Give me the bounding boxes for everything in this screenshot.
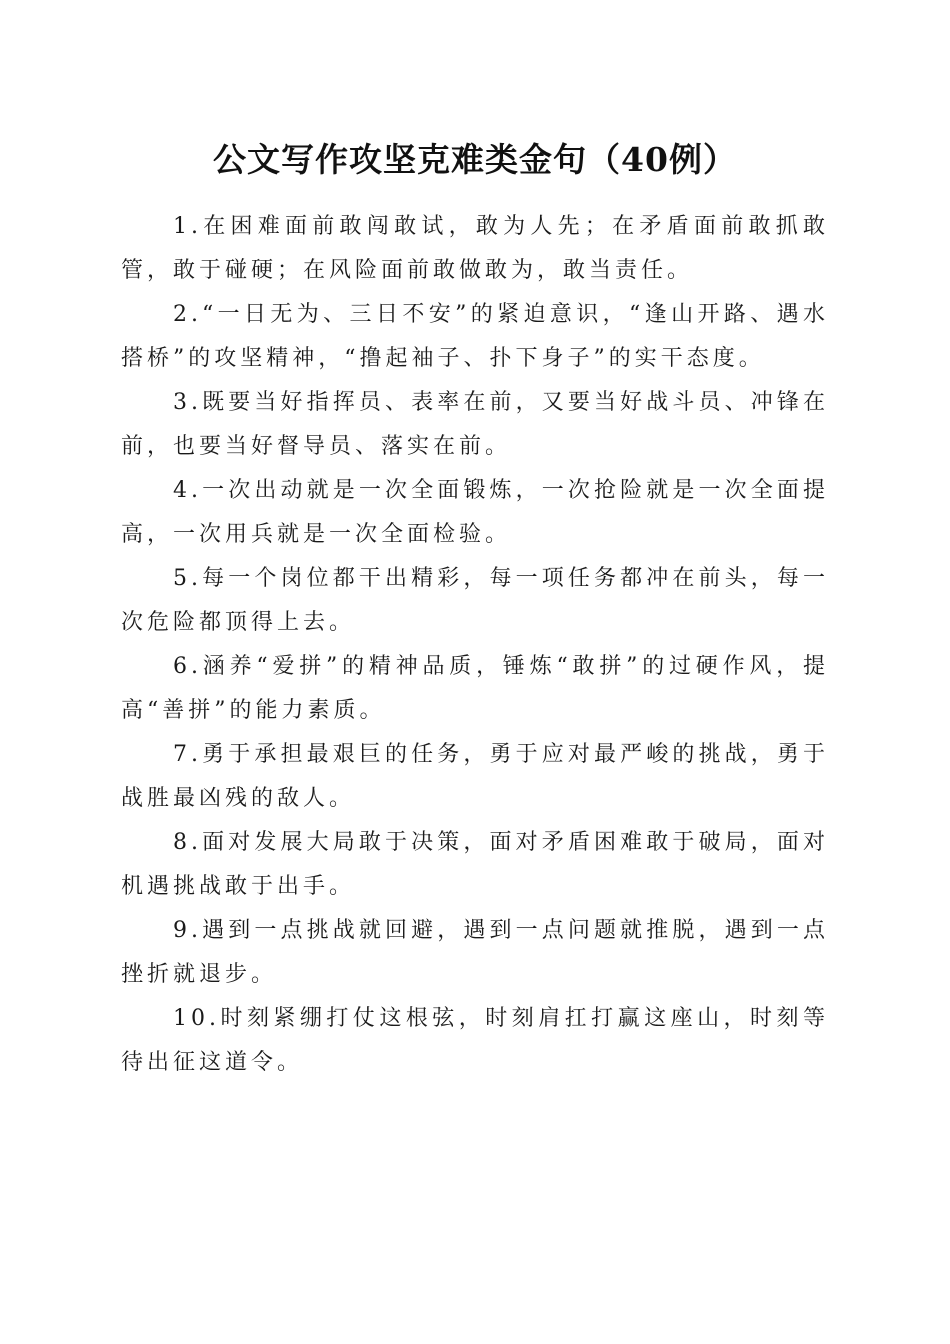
paragraph-7: 7.勇于承担最艰巨的任务，勇于应对最严峻的挑战，勇于战胜最凶残的敌人。 bbox=[121, 742, 829, 811]
document-body bbox=[121, 205, 829, 1085]
paragraph-4: 4.一次出动就是一次全面锻炼，一次抢险就是一次全面提高，一次用兵就是一次全面检验。 bbox=[121, 478, 829, 547]
document-title: 公文写作攻坚克难类金句（40例） bbox=[213, 140, 737, 179]
paragraph-6: 6.涵养“爱拼”的精神品质，锤炼“敢拼”的过硬作风，提高“善拼”的能力素质。 bbox=[121, 654, 829, 723]
paragraph-8: 8.面对发展大局敢于决策，面对矛盾困难敢于破局，面对机遇挑战敢于出手。 bbox=[121, 830, 829, 899]
paragraph-5: 5.每一个岗位都干出精彩，每一项任务都冲在前头，每一次危险都顶得上去。 bbox=[121, 566, 829, 635]
paragraph-3: 3.既要当好指挥员、表率在前，又要当好战斗员、冲锋在前，也要当好督导员、落实在前。 bbox=[121, 390, 829, 459]
paragraph-2: 2.“一日无为、三日不安”的紧迫意识，“逢山开路、遇水搭桥”的攻坚精神，“撸起袖子、扑下身子”的实干态度。 bbox=[121, 302, 829, 371]
paragraph-9: 9.遇到一点挑战就回避，遇到一点问题就推脱，遇到一点挫折就退步。 bbox=[121, 918, 829, 987]
paragraph-10: 10.时刻紧绷打仗这根弦，时刻肩扛打赢这座山，时刻等待出征这道令。 bbox=[121, 1006, 829, 1075]
paragraph-1: 1.在困难面前敢闯敢试，敢为人先；在矛盾面前敢抓敢管，敢于碰硬；在风险面前敢做敢为，敢当责任。 bbox=[121, 214, 829, 283]
